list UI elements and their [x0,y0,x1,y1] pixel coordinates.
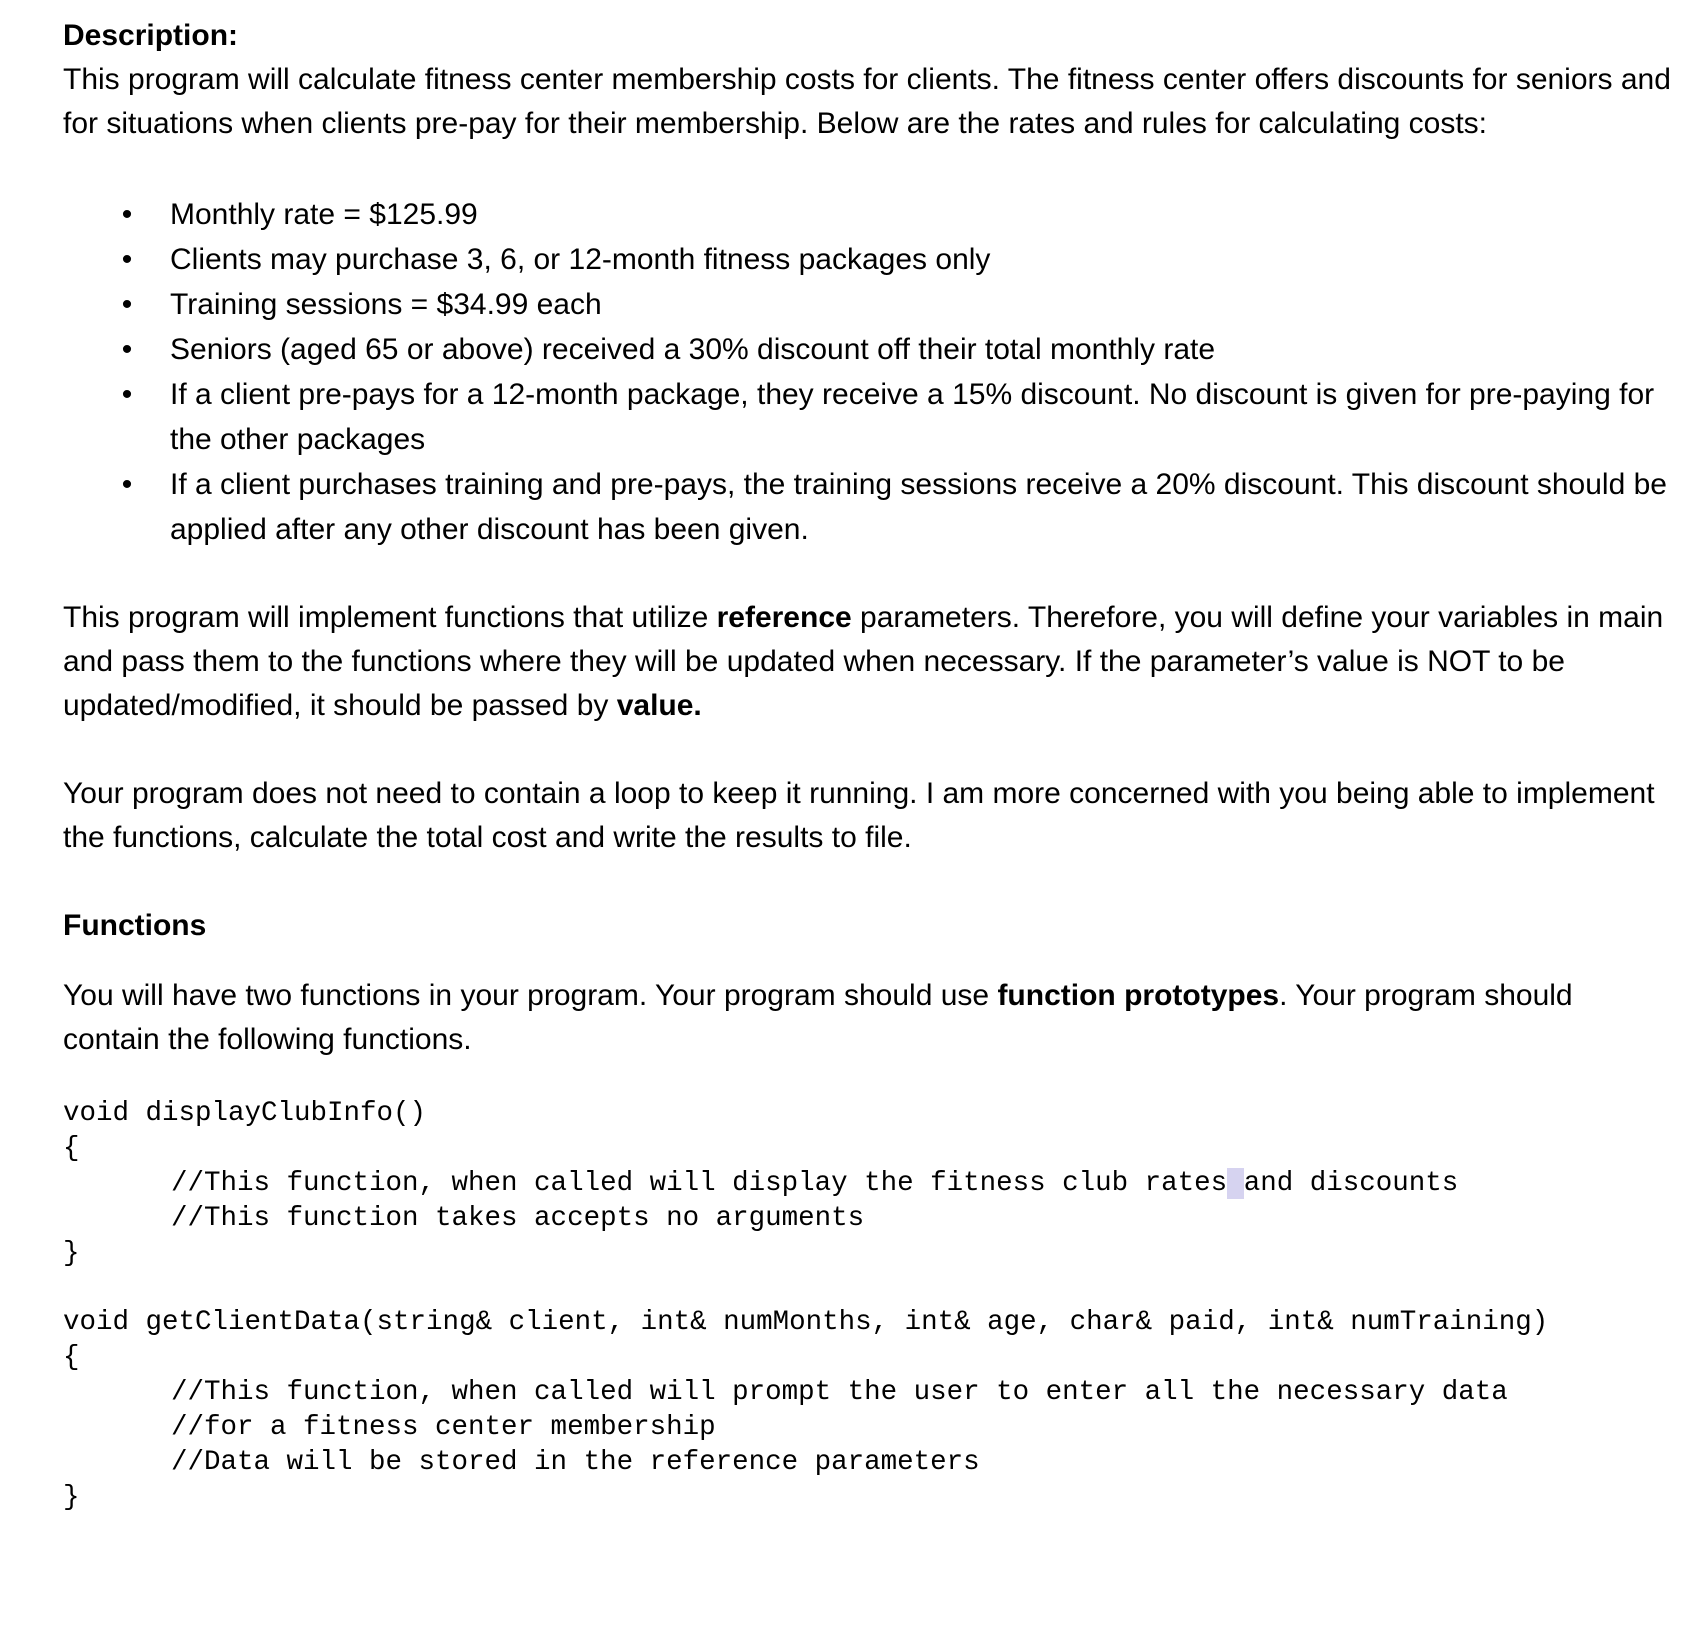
rule-text: Clients may purchase 3, 6, or 12-month fitness packages only [170,243,991,276]
document-page [63,14,1673,1515]
code-signature: void getClientData(string& client, int& numMonths, int& age, char& paid, int& numTraining) [63,1307,1549,1338]
rule-text: Seniors (aged 65 or above) received a 30% discount off their total monthly rate [170,333,1216,366]
description-intro: This program will calculate fitness center membership costs for clients. The fitness center offers discounts for seniors and for situations when clients pre-pay for their membership. Below are the rates and rules for calculating costs: [63,63,1671,140]
code-comment-text: and discounts [1243,1168,1459,1199]
list-item [63,372,1673,462]
code-comment-text: //for a fitness center membership [171,1412,716,1443]
code-comment [63,1201,1673,1236]
reference-text-2: parameters. Therefore, you will define your variables in main and pass them to the functions where they will be updated when necessary. If the parameter’s value is NOT to be updated/modified, it should be passed by [63,601,1664,722]
code-comment [63,1445,1673,1480]
functions-intro-text-2: . Your program should contain the following functions. [63,979,1573,1056]
code-close-brace: } [63,1482,80,1513]
list-item [63,192,1673,237]
rules-list [63,192,1673,552]
code-signature: void displayClubInfo() [63,1098,427,1129]
code-comment [63,1375,1673,1410]
code-open-brace: { [63,1342,80,1373]
text-cursor [1227,1168,1244,1199]
function-prototypes-bold: function prototypes [997,979,1280,1012]
bullet-icon: • [121,333,133,366]
code-comment-text: //This function, when called will prompt the user to enter all the necessary data [171,1377,1508,1408]
reference-paragraph [63,596,1673,728]
code-comment [63,1410,1673,1445]
code-block-get-client-data [63,1305,1673,1515]
code-comment-text: //This function takes accepts no arguments [171,1203,865,1234]
list-item [63,462,1673,552]
bullet-icon: • [121,288,133,321]
functions-intro-text-1: You will have two functions in your program. Your program should use [63,979,998,1012]
code-block-display-club-info [63,1096,1673,1271]
bullet-icon: • [121,198,133,231]
code-open-brace: { [63,1133,80,1164]
code-comment [63,1166,1673,1201]
code-comment-text: //This function, when called will display the fitness club rates [171,1168,1228,1199]
value-bold: value. [616,689,702,722]
rule-text: If a client purchases training and pre-pays, the training sessions receive a 20% discount. This discount should be applied after any other discount has been given. [170,468,1667,546]
rule-text: If a client pre-pays for a 12-month package, they receive a 15% discount. No discount is given for pre-paying for the other packages [170,378,1655,456]
code-close-brace: } [63,1238,80,1269]
reference-bold: reference [716,601,852,634]
loop-paragraph: Your program does not need to contain a loop to keep it running. I am more concerned with you being able to implement the functions, calculate the total cost and write the results to file. [63,777,1655,854]
bullet-icon: • [121,468,133,501]
list-item [63,327,1673,372]
functions-heading: Functions [63,909,207,942]
description-heading: Description: [63,19,239,52]
rule-text: Training sessions = $34.99 each [170,288,602,321]
bullet-icon: • [121,378,133,411]
functions-intro [63,974,1673,1062]
code-comment-text: //Data will be stored in the reference parameters [171,1447,980,1478]
list-item [63,282,1673,327]
rule-text: Monthly rate = $125.99 [170,198,478,231]
reference-text-1: This program will implement functions that utilize [63,601,717,634]
bullet-icon: • [121,243,133,276]
list-item [63,237,1673,282]
